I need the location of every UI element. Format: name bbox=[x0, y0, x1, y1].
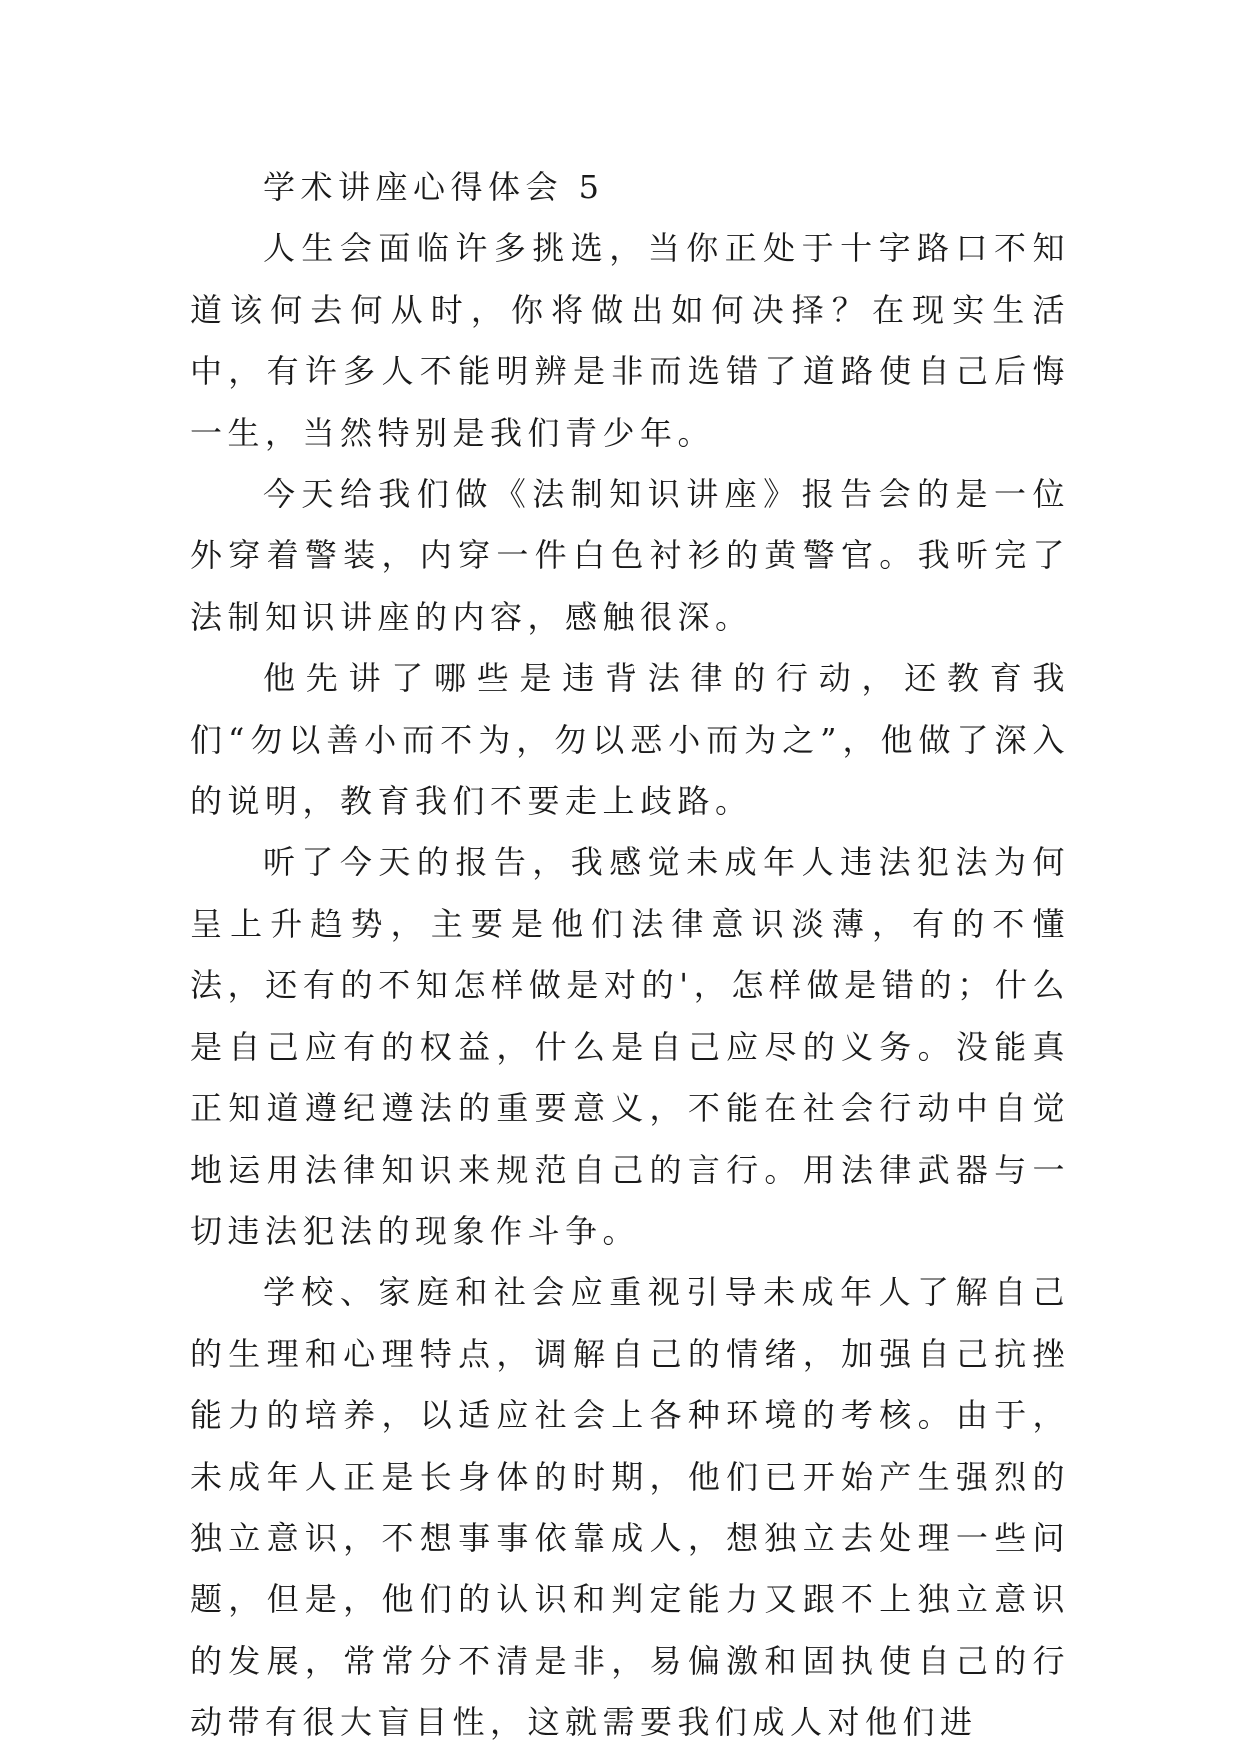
paragraph-1: 人生会面临许多挑选，当你正处于十字路口不知道该何去何从时，你将做出如何决择？在现实生活中，有许多人不能明辨是非而选错了道路使自己后悔一生，当然特别是我们青少年。 bbox=[190, 229, 1070, 452]
document-title: 学术讲座心得体会 5 bbox=[262, 168, 605, 206]
paragraph-2: 今天给我们做《法制知识讲座》报告会的是一位外穿着警装，内穿一件白色衬衫的黄警官。我听完了法制知识讲座的内容，感触很深。 bbox=[190, 475, 1070, 636]
document-body bbox=[190, 157, 1070, 1754]
paragraph-3: 他先讲了哪些是违背法律的行动，还教育我们“勿以善小而不为，勿以恶小而为之”，他做了深入的说明，教育我们不要走上歧路。 bbox=[190, 659, 1070, 821]
paragraph-5: 学校、家庭和社会应重视引导未成年人了解自己的生理和心理特点，调解自己的情绪，加强自己抗挫能力的培养，以适应社会上各种环境的考核。由于，未成年人正是长身体的时期，他们已开始产生强烈的独立意识，不想事事依靠成人，想独立去处理一些问题，但是，他们的认识和判定能力又跟不上独立意识的发展，常常分不清是非，易偏激和固执使自己的行动带有很大盲目性，这就需要我们成人对他们进 bbox=[190, 1273, 1070, 1742]
paragraph-4: 听了今天的报告，我感觉未成年人违法犯法为何呈上升趋势，主要是他们法律意识淡薄，有的不懂法，还有的不知怎样做是对的'，怎样做是错的；什么是自己应有的权益，什么是自己应尽的义务。没能真正知道遵纪遵法的重要意义，不能在社会行动中自觉地运用法律知识来规范自己的言行。用法律武器与一切违法犯法的现象作斗争。 bbox=[190, 843, 1070, 1250]
